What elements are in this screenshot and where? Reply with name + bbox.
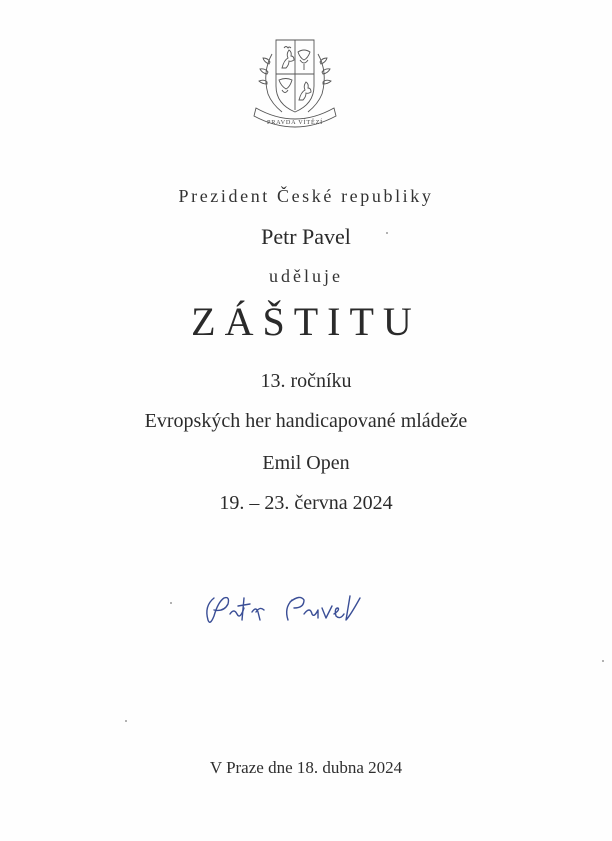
scan-speck — [170, 602, 172, 604]
event-edition: 13. ročníku — [260, 370, 352, 392]
handwritten-signature — [200, 586, 380, 632]
president-name: Petr Pavel — [261, 224, 351, 249]
event-title: Evropských her handicapované mládeže — [144, 410, 468, 432]
award-title: ZÁŠTITU — [191, 299, 421, 344]
czech-state-emblem-icon — [238, 34, 352, 134]
place-and-date: V Praze dne 18. dubna 2024 — [209, 758, 403, 777]
grant-verb: uděluje — [269, 266, 343, 286]
scan-speck — [602, 660, 604, 662]
emblem-motto: PRAVDA VÍTĚZÍ — [266, 119, 324, 126]
scan-speck — [125, 720, 127, 722]
issuer-title: Prezident České republiky — [178, 186, 434, 206]
event-name: Emil Open — [262, 452, 350, 474]
scan-speck — [386, 232, 388, 234]
event-dates: 19. – 23. června 2024 — [219, 492, 393, 514]
